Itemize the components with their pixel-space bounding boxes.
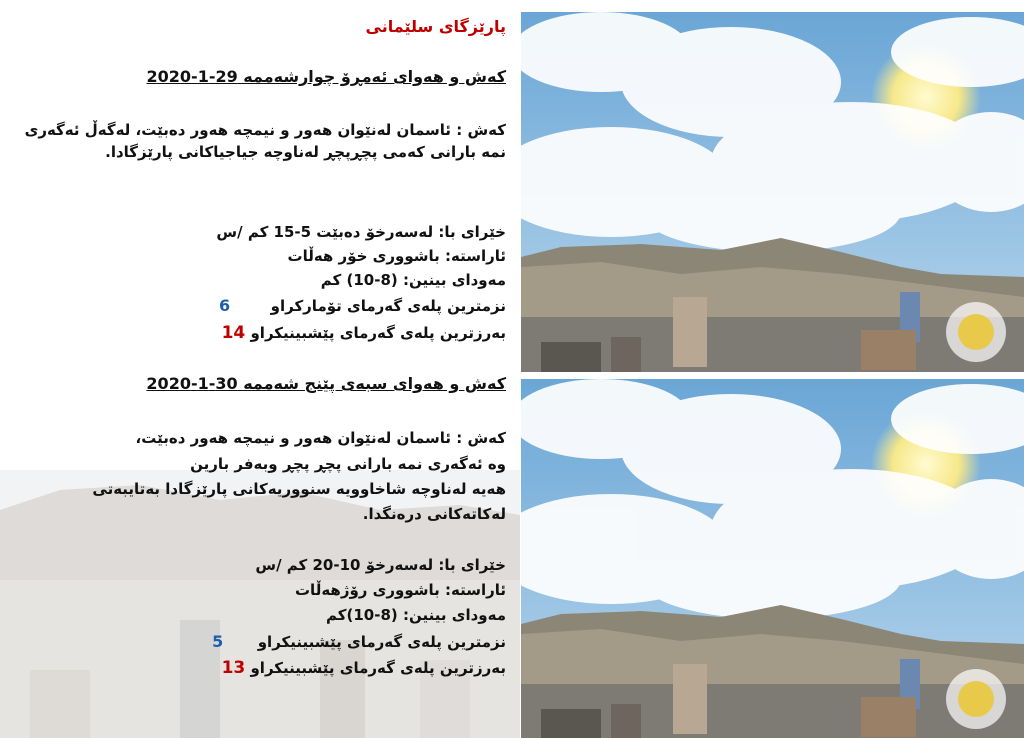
day1-direction: ئاراستە: باشووری خۆر هەڵات bbox=[287, 247, 506, 265]
weather-photo-today bbox=[521, 12, 1024, 372]
weather-photo-tomorrow bbox=[521, 379, 1024, 738]
day2-desc-line3: هەیە لەناوچە شاخاوویە سنووریەکانی پارێزگادا بەتایبەتی bbox=[92, 480, 506, 498]
day2-min-label: نزمترین پلەی گەرمای پێشبینیکراو bbox=[257, 633, 506, 651]
day2-desc-line4: لەکاتەکانی درەنگدا. bbox=[362, 505, 506, 523]
day2-min-temp bbox=[212, 632, 506, 652]
day1-desc-line1: کەش : ئاسمان لەنێوان هەور و نیمچە هەور دەبێت، لەگەڵ ئەگەری bbox=[24, 121, 506, 139]
day2-min-value: 5 bbox=[212, 632, 224, 651]
day2-max-temp bbox=[222, 658, 506, 678]
day2-heading: کەش و هەوای سبەی پێنج شەممە 30-1-2020 bbox=[146, 374, 506, 393]
day2-desc-line2: وە ئەگەری نمە بارانی پچڕ پچڕ وبەفر بارین bbox=[190, 455, 506, 473]
day1-heading: کەش و هەوای ئەمڕۆ چوارشەممە 29-1-2020 bbox=[146, 67, 506, 86]
day1-max-temp bbox=[222, 323, 506, 343]
day2-max-value: 13 bbox=[221, 658, 246, 678]
day2-desc-line1: کەش : ئاسمان لەنێوان هەور و نیمچە هەور دەبێت، bbox=[135, 429, 506, 447]
day1-min-label: نزمترین پلەی گەرمای تۆمارکراو bbox=[270, 297, 506, 315]
day2-direction: ئاراستە: باشووری رۆژهەڵات bbox=[294, 581, 506, 599]
day1-wind: خێرای با: لەسەرخۆ دەبێت 5-15 کم /س bbox=[216, 223, 506, 241]
day1-desc-line2: نمە بارانی کەمی پچڕپچڕ لەناوچە جیاجیاکانی پارێزگادا. bbox=[105, 143, 506, 161]
day2-visibility: مەودای بینین: (8-10)کم bbox=[326, 606, 506, 624]
day2-wind: خێرای با: لەسەرخۆ 10-20 کم /س bbox=[255, 556, 506, 574]
day1-visibility: مەودای بینین: (8-10) کم bbox=[320, 271, 506, 289]
day2-max-label: بەرزترین پلەی گەرمای پێشبینیکراو bbox=[250, 659, 506, 677]
day1-max-value: 14 bbox=[221, 323, 246, 343]
day1-max-label: بەرزترین پلەی گەرمای پێشبینیکراو bbox=[250, 324, 506, 342]
day1-min-temp bbox=[219, 296, 506, 316]
day1-min-value: 6 bbox=[219, 296, 231, 315]
page-title: پارێزگای سلێمانی bbox=[365, 17, 506, 36]
